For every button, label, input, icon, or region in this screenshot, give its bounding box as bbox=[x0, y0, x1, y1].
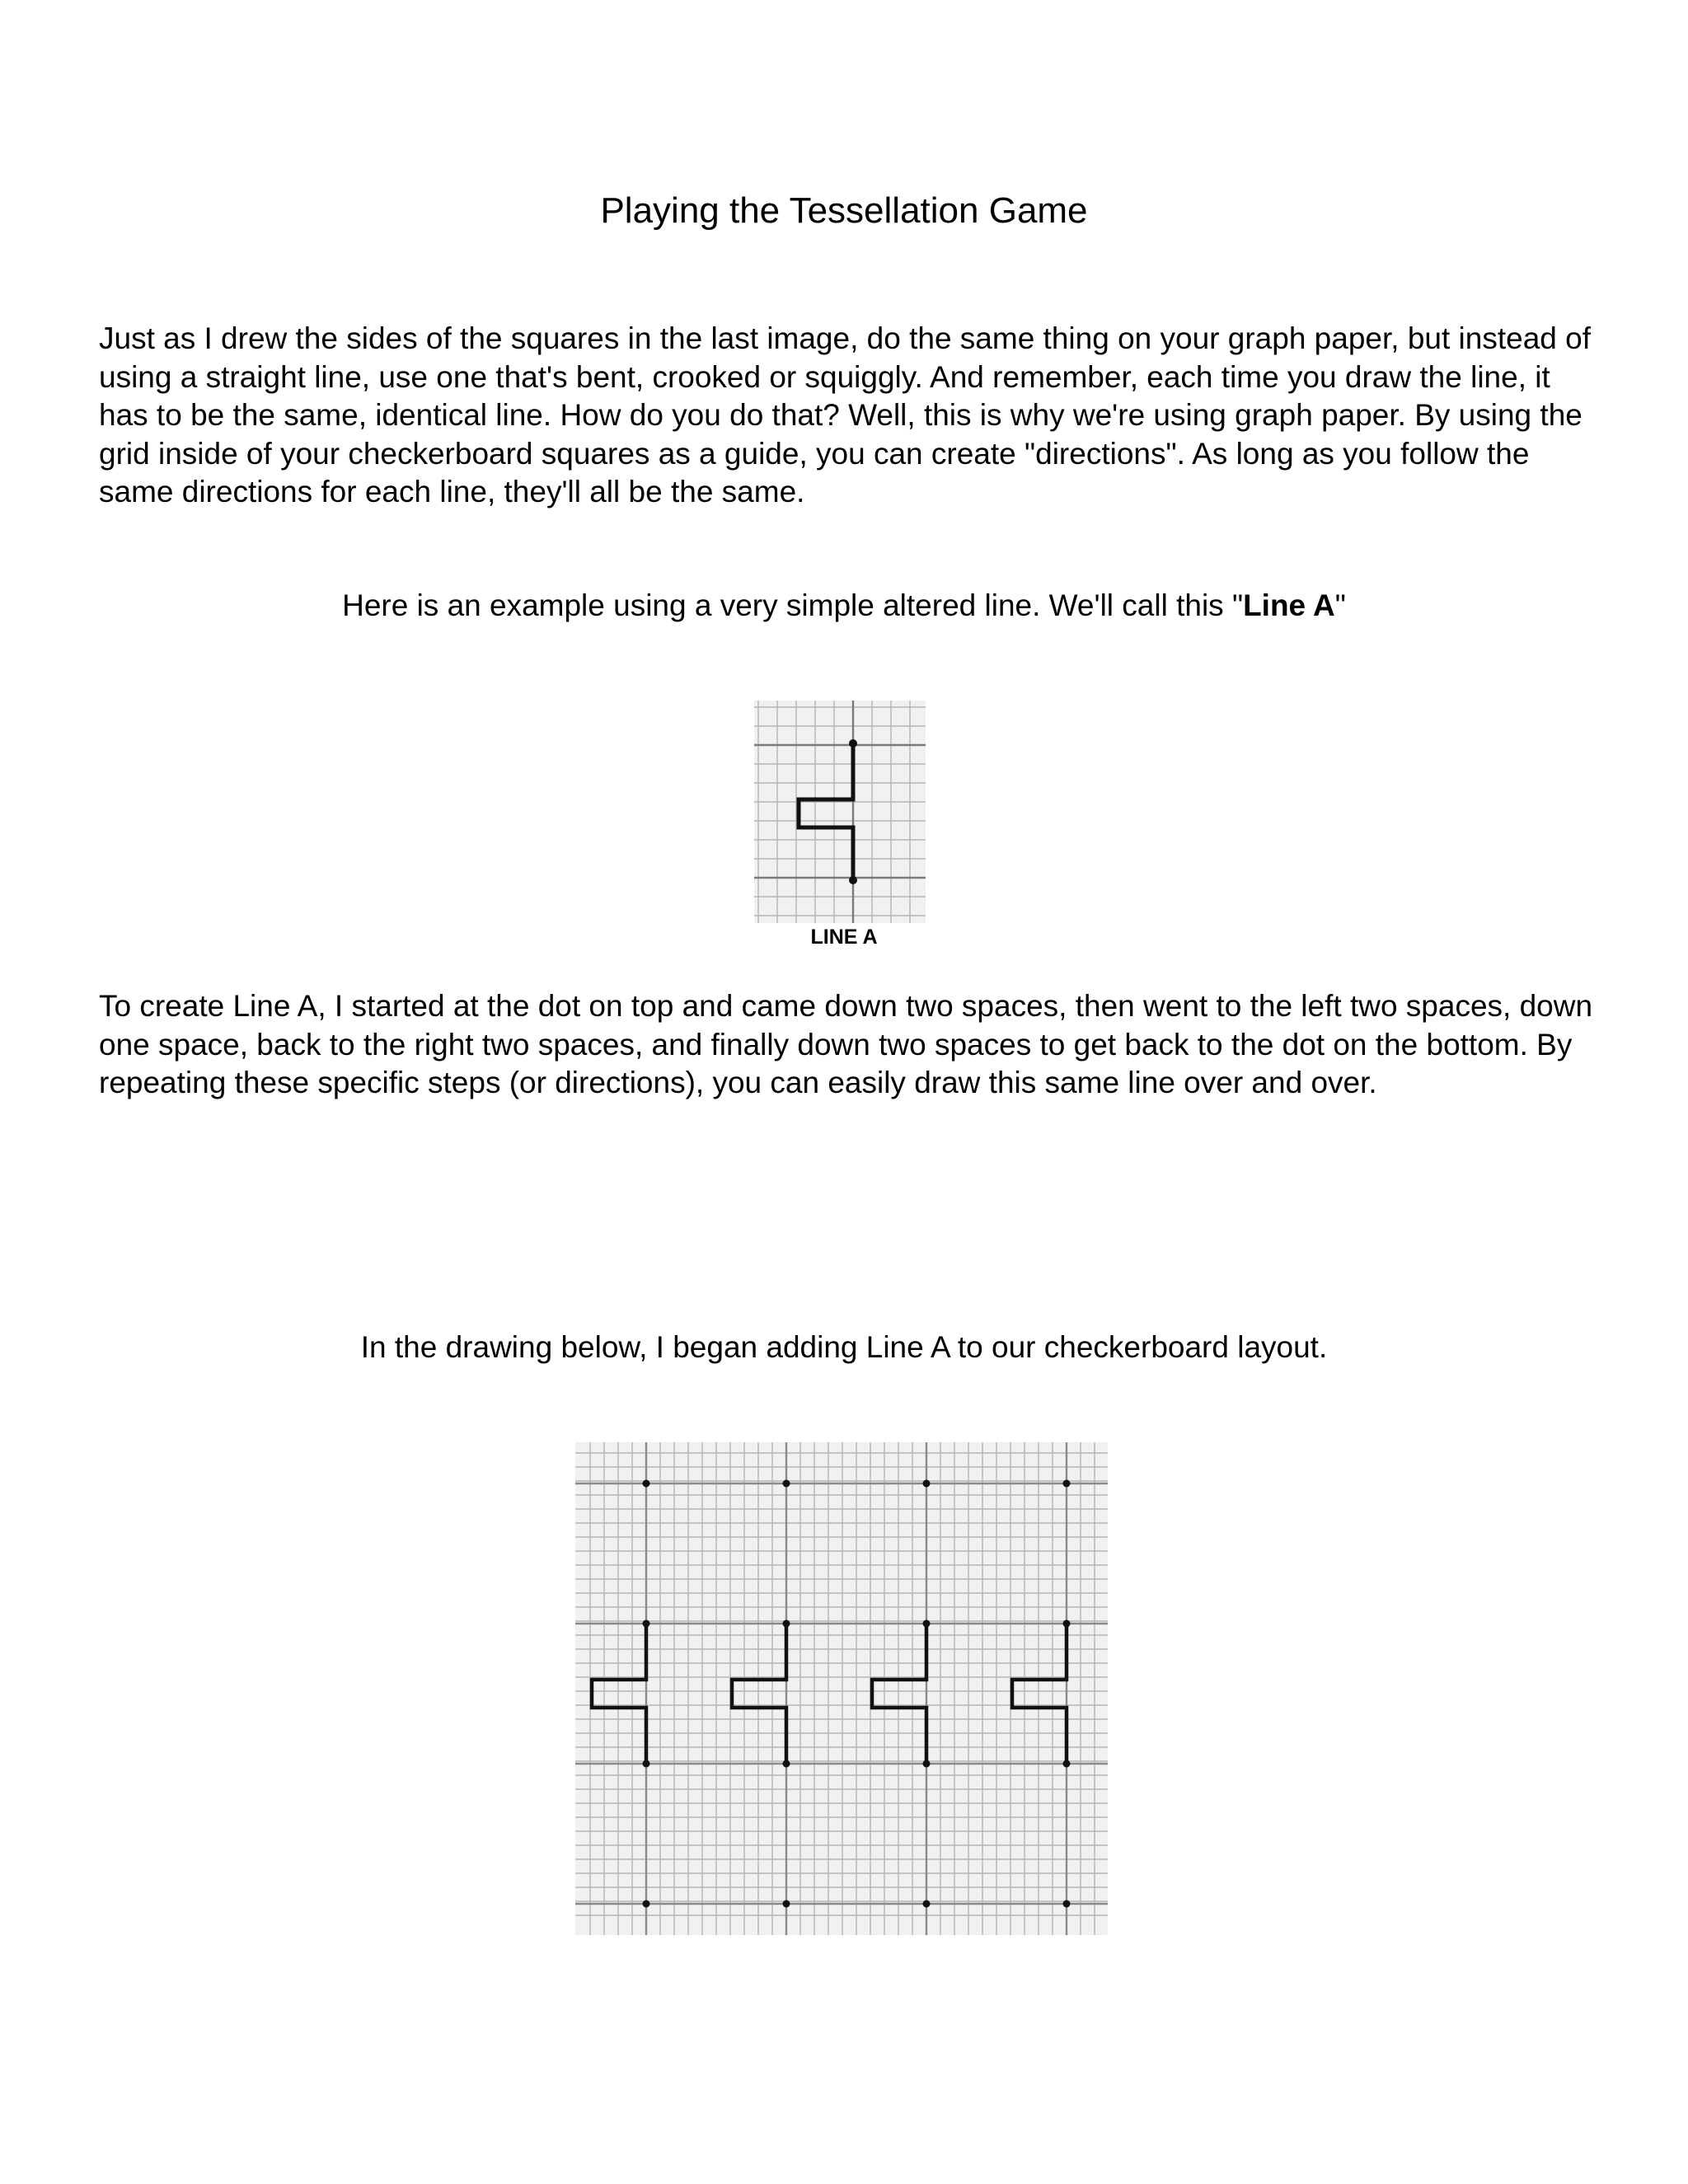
example-intro-suffix: " bbox=[1334, 588, 1346, 622]
example-intro bbox=[0, 587, 1688, 625]
line-a-graph-paper bbox=[754, 701, 926, 923]
drawing-intro: In the drawing below, I began adding Line A to our checkerboard layout. bbox=[360, 1330, 1328, 1364]
checkerboard-graph-paper bbox=[575, 1442, 1108, 1935]
line-a-figure bbox=[754, 701, 926, 923]
example-intro-prefix: Here is an example using a very simple altered line. We'll call this " bbox=[342, 588, 1244, 622]
intro-paragraph: Just as I drew the sides of the squares in the last image, do the same thing on your graph paper, but instead of using a straight line, use one that's bent, crooked or squiggly. And remember, each time you draw the line, it has to be the same, identical line. How do you do that? Well, this is why we're using graph paper. By using the grid inside of your checkerboard squares as a guide, you can create "directions". As long as you follow the same directions for each line, they'll all be the same. bbox=[99, 321, 1591, 509]
line-a-caption: LINE A bbox=[810, 926, 878, 949]
page-title: Playing the Tessellation Game bbox=[600, 190, 1088, 231]
checkerboard-drawing-figure bbox=[575, 1442, 1108, 1935]
example-intro-emphasis: Line A bbox=[1243, 588, 1335, 622]
line-a-directions-paragraph: To create Line A, I started at the dot on top and came down two spaces, then went to the left two spaces, down one space, back to the right two spaces, and finally down two spaces to get back to the dot on the bottom. By repeating these specific steps (or directions), you can easily draw this same line over and over. bbox=[99, 989, 1593, 1099]
